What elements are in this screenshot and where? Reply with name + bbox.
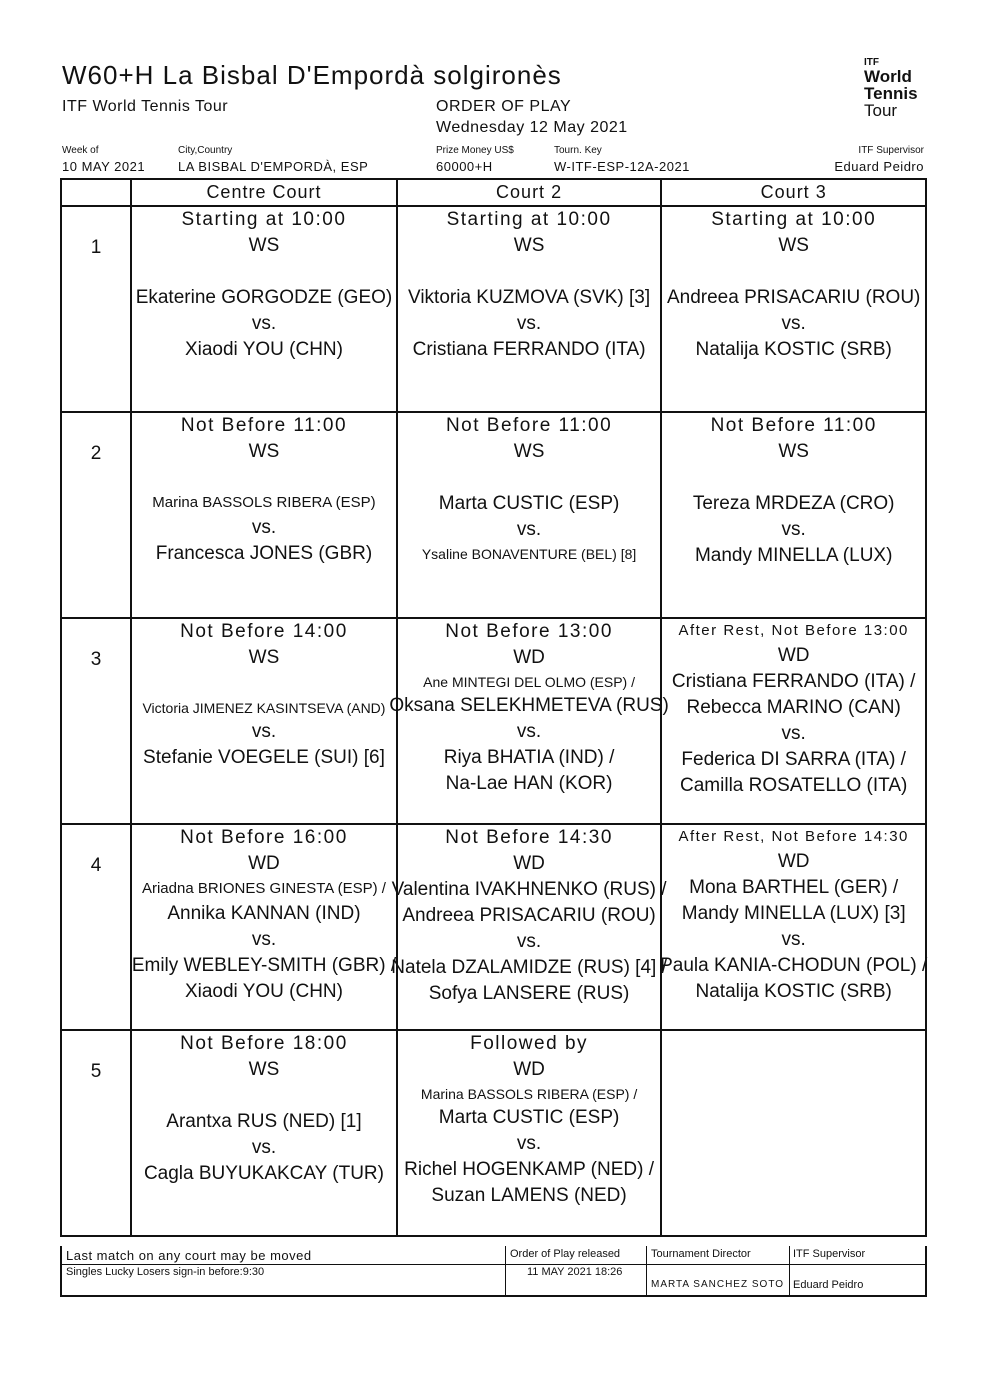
prize-label: Prize Money US$: [436, 145, 514, 156]
match-line: Marta CUSTIC (ESP): [438, 1107, 620, 1128]
footer-supervisor-label: ITF Supervisor: [793, 1248, 866, 1260]
match-line: Ysaline BONAVENTURE (BEL) [8]: [421, 546, 637, 562]
match-cell: [661, 618, 926, 824]
court-header: Centre Court: [131, 179, 397, 206]
match-line: Natalija KOSTIC (SRB): [695, 981, 892, 1002]
row-number: 1: [90, 237, 102, 258]
court-header: Court 3: [661, 179, 926, 206]
footer-divider: [789, 1246, 790, 1295]
match-line: Xiaodi YOU (CHN): [184, 339, 343, 360]
match-line: WD: [248, 853, 280, 874]
match-time: Followed by: [470, 1033, 589, 1054]
match-time: Not Before 11:00: [445, 415, 613, 436]
match-line: Cristiana FERRANDO (ITA): [412, 339, 646, 360]
match-line: WS: [778, 441, 809, 462]
match-cell-content: [662, 207, 925, 411]
match-line: Tereza MRDEZA (CRO): [692, 493, 895, 514]
match-cell: [661, 412, 926, 618]
match-line: Valentina IVAKHNENKO (RUS) /: [391, 879, 667, 900]
match-cell: [131, 206, 397, 412]
match-line: Ariadna BRIONES GINESTA (ESP) /: [141, 880, 386, 897]
footer-divider: [646, 1246, 647, 1295]
match-cell: [661, 206, 926, 412]
match-line: vs.: [251, 929, 277, 950]
supervisor-value: Eduard Peidro: [834, 159, 924, 174]
match-line: Mandy MINELLA (LUX) [3]: [681, 903, 906, 924]
match-line: Federica DI SARRA (ITA) /: [681, 749, 906, 770]
match-line: WD: [777, 645, 810, 666]
match-line: Ane MINTEGI DEL OLMO (ESP) /: [423, 674, 635, 690]
match-cell-content: [132, 1031, 396, 1235]
footer-note-last-match: Last match on any court may be moved: [66, 1248, 312, 1263]
match-line: vs.: [516, 313, 542, 334]
match-cell: [389, 618, 669, 824]
match-line: Victoria JIMENEZ KASINTSEVA (AND): [142, 700, 386, 716]
match-line: WS: [513, 235, 545, 256]
match-cell: [131, 1030, 397, 1236]
match-line: Natalija KOSTIC (SRB): [695, 339, 892, 360]
match-line: Mandy MINELLA (LUX): [694, 545, 893, 566]
row-number-header: [61, 179, 131, 206]
match-time: Starting at 10:00: [446, 209, 612, 230]
footer-divider: [505, 1246, 506, 1295]
match-line: Emily WEBLEY-SMITH (GBR) /: [131, 955, 397, 976]
match-line: vs.: [516, 721, 542, 742]
match-line: Paula KANIA-CHODUN (POL) /: [660, 955, 928, 976]
prize-value: 60000+H: [436, 159, 493, 174]
match-line: Oksana SELEKHMETEVA (RUS): [389, 695, 669, 716]
match-time: Not Before 14:30: [445, 827, 613, 848]
match-line: vs.: [251, 721, 277, 742]
match-line: Suzan LAMENS (NED): [431, 1185, 627, 1206]
match-row: [61, 206, 926, 412]
organization-label: ITF World Tennis Tour: [62, 98, 229, 115]
logo-tennis-text: Tennis: [864, 84, 918, 103]
match-cell-content: [660, 825, 928, 1029]
match-row: [61, 1030, 926, 1236]
match-line: Rebecca MARINO (CAN): [686, 697, 901, 718]
match-line: WD: [513, 1059, 545, 1080]
match-time: Not Before 13:00: [445, 621, 613, 642]
match-line: Viktoria KUZMOVA (SVK) [3]: [408, 287, 651, 308]
match-cell: [397, 1030, 662, 1236]
match-time: Not Before 11:00: [180, 415, 348, 436]
match-cell-content: [398, 207, 661, 411]
match-time: Starting at 10:00: [181, 209, 347, 230]
director-value: MARTA SANCHEZ SOTO: [651, 1279, 785, 1290]
row-number-cell: [61, 618, 131, 824]
match-line: Francesca JONES (GBR): [155, 543, 373, 564]
match-line: Natela DZALAMIDZE (RUS) [4] /: [391, 957, 667, 978]
match-line: Na-Lae HAN (KOR): [445, 773, 613, 794]
row-number-cell: [61, 206, 131, 412]
logo-world-text: World: [864, 67, 912, 86]
week-label: Week of: [62, 145, 99, 156]
footer-panel: [60, 1246, 927, 1297]
director-label: Tournament Director: [651, 1248, 751, 1260]
match-line: WD: [777, 851, 810, 872]
match-line: Marina BASSOLS RIBERA (ESP): [152, 494, 376, 511]
match-cell: [661, 824, 926, 1030]
footer-note-lucky-losers: Singles Lucky Losers sign-in before:9:30: [66, 1266, 265, 1278]
supervisor-label: ITF Supervisor: [858, 145, 924, 156]
row-number-cell: [61, 412, 131, 618]
match-line: Ekaterine GORGODZE (GEO): [135, 287, 393, 308]
match-cell-content: [132, 207, 396, 411]
match-line: Stefanie VOEGELE (SUI) [6]: [143, 747, 385, 768]
match-line: WS: [778, 235, 809, 256]
match-line: WS: [513, 441, 545, 462]
document-type: ORDER OF PLAY: [436, 98, 572, 115]
match-line: WD: [513, 853, 545, 874]
match-time: Not Before 14:00: [180, 621, 348, 642]
match-line: Richel HOGENKAMP (NED) /: [404, 1159, 654, 1180]
match-cell: [131, 618, 397, 824]
match-line: Sofya LANSERE (RUS): [428, 983, 630, 1004]
match-cell: [391, 824, 667, 1030]
row-number-cell: [61, 1030, 131, 1236]
match-cell-content: [132, 619, 396, 823]
match-time: Not Before 16:00: [180, 827, 348, 848]
match-line: vs.: [781, 929, 806, 950]
logo-itf-text: ITF: [864, 57, 879, 68]
match-line: vs.: [251, 1137, 277, 1158]
released-label: Order of Play released: [510, 1248, 621, 1260]
match-cell-content: [662, 1031, 925, 1235]
match-row: [61, 824, 926, 1030]
match-cell-content: [391, 825, 667, 1029]
match-line: Arantxa RUS (NED) [1]: [166, 1111, 362, 1132]
match-line: WS: [248, 1059, 280, 1080]
court-header-row: [61, 179, 926, 206]
match-line: Cagla BUYUKAKCAY (TUR): [143, 1163, 384, 1184]
match-line: vs.: [251, 313, 277, 334]
row-number: 2: [90, 443, 102, 464]
match-cell-content: [132, 825, 396, 1029]
match-line: Cristiana FERRANDO (ITA) /: [671, 671, 916, 692]
match-line: WS: [248, 235, 280, 256]
match-line: Andreea PRISACARIU (ROU): [402, 905, 656, 926]
city-label: City,Country: [178, 145, 233, 156]
match-time: Not Before 11:00: [710, 415, 877, 436]
order-of-play-table: [60, 178, 927, 1237]
match-line: vs.: [781, 723, 806, 744]
match-line: vs.: [516, 519, 542, 540]
row-number: 3: [90, 649, 102, 670]
match-cell-content: [398, 1031, 661, 1235]
row-number-cell: [61, 824, 131, 1030]
itf-world-tennis-tour-logo: [864, 58, 934, 119]
match-line: WS: [248, 441, 280, 462]
tournament-title: W60+H La Bisbal D'Empordà solgironès: [62, 60, 562, 90]
match-time: Starting at 10:00: [711, 209, 877, 230]
city-value: LA BISBAL D'EMPORDÀ, ESP: [178, 159, 369, 174]
match-time: After Rest, Not Before 14:30: [678, 828, 909, 845]
match-line: Annika KANNAN (IND): [167, 903, 361, 924]
week-value: 10 MAY 2021: [62, 159, 146, 174]
play-date: Wednesday 12 May 2021: [436, 119, 628, 136]
match-line: Riya BHATIA (IND) /: [443, 747, 615, 768]
match-line: vs.: [781, 519, 806, 540]
match-line: Xiaodi YOU (CHN): [184, 981, 343, 1002]
match-cell: [397, 206, 662, 412]
match-cell: [131, 412, 397, 618]
match-time: After Rest, Not Before 13:00: [678, 622, 909, 639]
match-cell-content: [662, 413, 925, 617]
court-header: Court 2: [397, 179, 662, 206]
match-cell-content: [398, 413, 661, 617]
match-row: [61, 618, 926, 824]
match-line: Marta CUSTIC (ESP): [438, 493, 620, 514]
match-line: vs.: [781, 313, 806, 334]
match-cell-content: [389, 619, 669, 823]
match-line: vs.: [251, 517, 277, 538]
footer-divider: [62, 1264, 927, 1265]
footer-supervisor-value: Eduard Peidro: [793, 1279, 864, 1291]
logo-tour-text: Tour: [864, 101, 898, 120]
match-line: Mona BARTHEL (GER) /: [689, 877, 899, 898]
match-line: Camilla ROSATELLO (ITA): [680, 775, 908, 796]
match-time: Not Before 18:00: [180, 1033, 348, 1054]
match-cell: [131, 824, 397, 1030]
released-value: 11 MAY 2021 18:26: [527, 1266, 623, 1278]
row-number: 4: [90, 855, 102, 876]
match-cell: [397, 412, 662, 618]
match-line: Andreea PRISACARIU (ROU): [666, 287, 921, 308]
match-line: WS: [248, 647, 280, 668]
match-cell-content: [662, 619, 925, 823]
tourn-key-value: W-ITF-ESP-12A-2021: [554, 159, 690, 174]
match-line: Marina BASSOLS RIBERA (ESP) /: [420, 1086, 638, 1102]
match-line: vs.: [516, 931, 542, 952]
match-line: vs.: [516, 1133, 542, 1154]
match-line: WD: [513, 647, 545, 668]
match-cell-content: [132, 413, 396, 617]
match-cell: [661, 1030, 926, 1236]
row-number: 5: [90, 1061, 102, 1082]
tourn-key-label: Tourn. Key: [554, 145, 602, 156]
match-row: [61, 412, 926, 618]
